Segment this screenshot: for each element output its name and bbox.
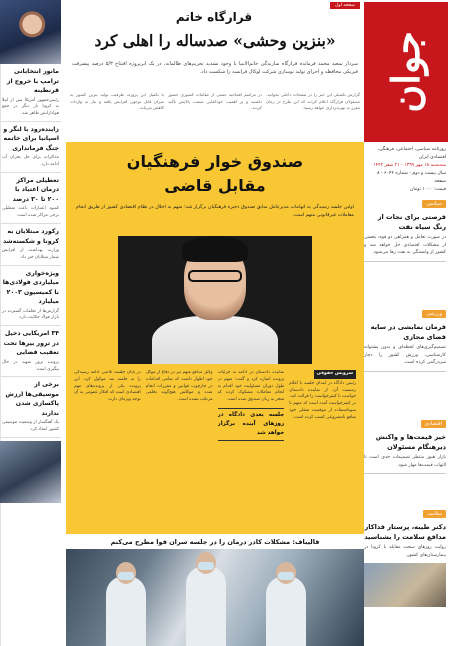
headline-lead: سردار سعید محمد فرمانده قرارگاه سازندگی خاتم‌الانبیا با وجود تشدید تحریم‌های ظالمانه، در یک ابرپروژه افتتاح ۵/۳ درصد پیشرفت فیزیکی محافظه و اجرای تولید نوسازی شرکت لوکال فرانسه را شکست داد. (72, 61, 358, 76)
side-headline[interactable]: خیز قیمت‌ها و واکنش دیرهنگام مسئولان (375, 433, 446, 451)
text-column: در مراسم افتتاحیه جمعی از مقامات کشوری حضور داشتند و بر اهمیت خودکفایی صنعت پالایش تأکید کردند. (168, 92, 262, 111)
divider (364, 473, 446, 474)
divider (364, 371, 446, 372)
side-story-4[interactable] (364, 500, 446, 607)
news-body: یک آهنگساز از وضعیت موسیقی کشور انتقاد کرد. (2, 420, 59, 433)
column-text: نماینده دادستان در ادامه به جزئیات پرونده اشاره کرد و گفت: متهم در طول دوران مسئولیت خود اقدام به انجام معاملات مشکوک کرده که منجر به زیان صندوق شده است. (217, 370, 285, 403)
masthead-column (362, 0, 450, 646)
left-top-photo[interactable] (0, 0, 61, 64)
side-story-3[interactable] (364, 410, 446, 474)
center-column (66, 0, 364, 646)
news-body: کمبود اعتبارات باعث تعطیلی برخی مراکز شده است. (2, 206, 59, 219)
byline: سرویس حقوقی (314, 370, 356, 379)
section-label: اقتصادی (421, 420, 446, 428)
side-thumbnail-image[interactable] (364, 563, 446, 607)
price-label: قیمت: ۱۰۰۰ تومان (410, 187, 446, 192)
feature-story (66, 142, 364, 534)
news-headline[interactable]: ۳۴ امریکایی دخیل در ترور بیرها تحت تعقیب قضایی (3, 330, 59, 357)
top-story-columns (70, 92, 360, 140)
news-headline[interactable]: زاینده‌رود با لنگر و اسپانیا برای خاتمه جنگ فرمانداری (3, 125, 59, 152)
news-headline[interactable]: مانور انتخاباتی ترامپ با خروج از قرنطینه (6, 68, 59, 94)
side-story-1[interactable] (364, 190, 446, 262)
bottom-headline[interactable]: قالیباف: مشکلات کادر درمان را در جلسه سران قوا مطرح می‌کنم (110, 538, 320, 546)
issue-line: سه‌شنبه ۱۸ مهر ۱۳۹۹ - ۲۱ صفر ۱۴۴۲ (373, 163, 446, 168)
issue-info (364, 146, 446, 194)
newspaper-logo[interactable] (364, 2, 448, 142)
feature-headline[interactable]: صندوق خوار فرهنگیان (126, 152, 304, 171)
section-label: ورزشی (422, 310, 446, 318)
feature-lead: اولین جلسه رسیدگی به اتهامات مدیرعامل سابق صندوق ذخیره فرهنگیان برگزار شد؛ متهم به اخلال در نظام اقتصادی کشور از طریق انجام معاملات غیرقانونی متهم است. (76, 205, 354, 218)
side-body: در صورت تعامل و همراهی دو قوه، بخشی از مشکلات اقتصادی حل خواهد شد و کشور از وابستگی به نفت رها می‌شود. (364, 235, 446, 255)
side-story-2[interactable] (364, 300, 446, 372)
text-column (289, 370, 356, 530)
side-headline[interactable]: فرصتی برای نجات از رنگ سیاه نفت (377, 213, 446, 231)
side-body: تصمیم‌گیری‌های لحظه‌ای و بدون پشتوانه کارشناسی، ورزش کشور را دچار سردرگمی کرده است. (364, 345, 446, 365)
news-item[interactable] (1, 122, 61, 173)
photo-shirt (152, 316, 278, 364)
news-headline[interactable]: ویژه‌خواری میلیاردی فولادی‌ها با کمیسیون ۲۰۰۳ میلیارد (2, 269, 59, 306)
feature-headline-line2[interactable]: مقابل قاضی (164, 176, 266, 195)
section-label: سیاسی (422, 200, 446, 208)
photo-glasses (188, 270, 242, 282)
news-headline[interactable]: تعطیلی مراکز درمان اعتیاد با ۲۰۰ تا ۳۰ درصد (12, 176, 59, 203)
news-item[interactable] (1, 224, 61, 266)
issue-line: روزنامه سیاسی، اجتماعی، فرهنگی، اقتصادی ایران (377, 147, 446, 160)
news-body: رئیس‌جمهور آمریکا پس از ابتلا به کرونا بار دیگر در جمع هوادارانش ظاهر شد. (2, 97, 59, 117)
issue-line: سال بیست و دوم - شماره ۶۰۴۴ - ۸ صفحه (376, 171, 446, 184)
photo-figure (106, 576, 146, 646)
text-column (218, 370, 285, 530)
logo-text: جوان (383, 31, 428, 113)
section-tag: صفحه اول (330, 2, 360, 9)
column-text: رئیس دادگاه در ابتدای جلسه با اعلام رسمیت آن، از نماینده دادستان خواست تا کیفرخواست را قرائت کند. در کیفرخواست آمده است که متهم با سوءاستفاده از موقعیت شغلی خود منافع نامشروعی کسب کرده است. (289, 380, 356, 420)
news-body: پرونده ترور شهید در حال پیگیری است. (2, 359, 59, 372)
left-news-column (0, 0, 64, 646)
photo-hair (182, 236, 248, 262)
news-item[interactable] (1, 377, 61, 438)
news-headline[interactable]: رکورد مبتلایان به کرونا و شکسته‌شد (2, 228, 59, 245)
news-item[interactable] (1, 266, 61, 327)
news-body: وزارت بهداشت از افزایش شمار مبتلایان خبر داد. (2, 248, 59, 260)
section-label: سلامت (423, 510, 446, 518)
news-headline[interactable]: برخی از موسیقی‌ها ارزش پاکسازی شدن ندارند (5, 381, 59, 417)
text-column: وکیل مدافع متهم نیز در دفاع از موکل خود اظهار داشت که تمامی اقدامات در چارچوب قوانین و مقررات انجام شده و موکلش هیچ‌گونه تخلفی مرتکب نشده است. (145, 370, 213, 403)
side-headline[interactable]: دکتر طیبه، پرستار فداکار مدافع سلامت را بشناسید (364, 523, 446, 541)
pull-quote: جلسه بعدی دادگاه در روزهای آینده برگزار خواهد شد (218, 408, 285, 441)
feature-photo[interactable] (118, 236, 312, 364)
divider (364, 261, 446, 262)
news-body: گزارش‌ها از تخلفات گسترده در بازار فولاد حکایت دارد. (2, 308, 59, 321)
main-headline[interactable]: «بنزین وحشی» صدساله را اهلی کرد (94, 31, 336, 50)
news-body: مذاکرات برای حل بحران آب ادامه دارد. (2, 155, 59, 168)
news-item[interactable] (1, 173, 61, 224)
photo-figure (266, 576, 306, 646)
photo-figure (186, 566, 226, 646)
bottom-photo[interactable] (66, 549, 364, 646)
side-body: بازار هنوز منتظر تصمیمات جدی است تا التهاب قیمت‌ها مهار شود. (364, 455, 446, 468)
news-item[interactable] (1, 326, 61, 377)
left-bottom-photo[interactable] (0, 441, 61, 503)
side-headline[interactable]: فرمان نمایشی در سایه فضای مجازی (370, 323, 446, 341)
feature-columns (74, 370, 356, 530)
side-body: روایت روزهای سخت مقابله با کرونا در بیمارستان‌های کشور. (364, 545, 446, 558)
news-item[interactable] (1, 64, 61, 122)
headline-kicker: قرارگاه خاتم (175, 10, 253, 24)
text-column: با تکمیل این پروژه، ظرفیت تولید بنزین کشور به میزان قابل توجهی افزایش یافته و نیاز به واردات کاهش می‌یابد. (70, 92, 164, 111)
text-column: گزارش تکمیلی این خبر را در صفحات داخلی بخوانید. مسئولان قرارگاه اعلام کردند که این طرح در زمان مقرر به بهره‌برداری خواهد رسید. (266, 92, 360, 111)
text-column: در پایان جلسه، قاضی ادامه رسیدگی را به جلسه بعد موکول کرد. این پرونده یکی از پرونده‌های مهم اقتصادی است که افکار عمومی به آن توجه ویژه‌ای دارند. (74, 370, 141, 403)
